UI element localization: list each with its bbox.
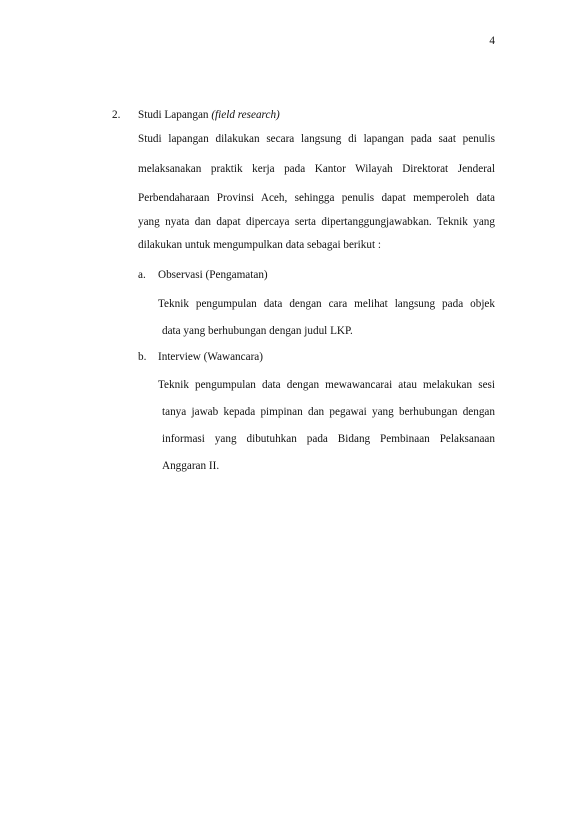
page-number: 4: [489, 35, 495, 47]
paragraph-line: dilakukan untuk mengumpulkan data sebagai berikut :: [138, 239, 381, 251]
subitem-line: data yang berhubungan dengan judul LKP.: [162, 325, 353, 337]
heading-italic-text: (field research): [211, 109, 280, 121]
subitem-title: Observasi (Pengamatan): [158, 269, 268, 281]
list-number: 2.: [112, 109, 121, 121]
subitem-marker: b.: [138, 351, 147, 363]
subitem-marker: a.: [138, 269, 146, 281]
section-heading: [138, 109, 280, 121]
subitem-line: Teknik pengumpulan data dengan mewawancarai atau melakukan sesi: [158, 379, 495, 391]
paragraph-line: yang nyata dan dapat dipercaya serta dipertanggungjawabkan. Teknik yang: [138, 216, 495, 228]
subitem-line: Anggaran II.: [162, 460, 220, 472]
paragraph-line: melaksanakan praktik kerja pada Kantor Wilayah Direktorat Jenderal: [138, 163, 495, 175]
heading-text: Studi Lapangan: [138, 109, 212, 121]
subitem-line: tanya jawab kepada pimpinan dan pegawai yang berhubungan dengan: [162, 406, 495, 418]
subitem-line: informasi yang dibutuhkan pada Bidang Pembinaan Pelaksanaan: [162, 433, 495, 445]
paragraph-line: Studi lapangan dilakukan secara langsung di lapangan pada saat penulis: [138, 133, 495, 145]
paragraph-line: Perbendaharaan Provinsi Aceh, sehingga penulis dapat memperoleh data: [138, 192, 495, 204]
subitem-title: Interview (Wawancara): [158, 351, 264, 363]
subitem-line: Teknik pengumpulan data dengan cara melihat langsung pada objek: [158, 298, 495, 310]
